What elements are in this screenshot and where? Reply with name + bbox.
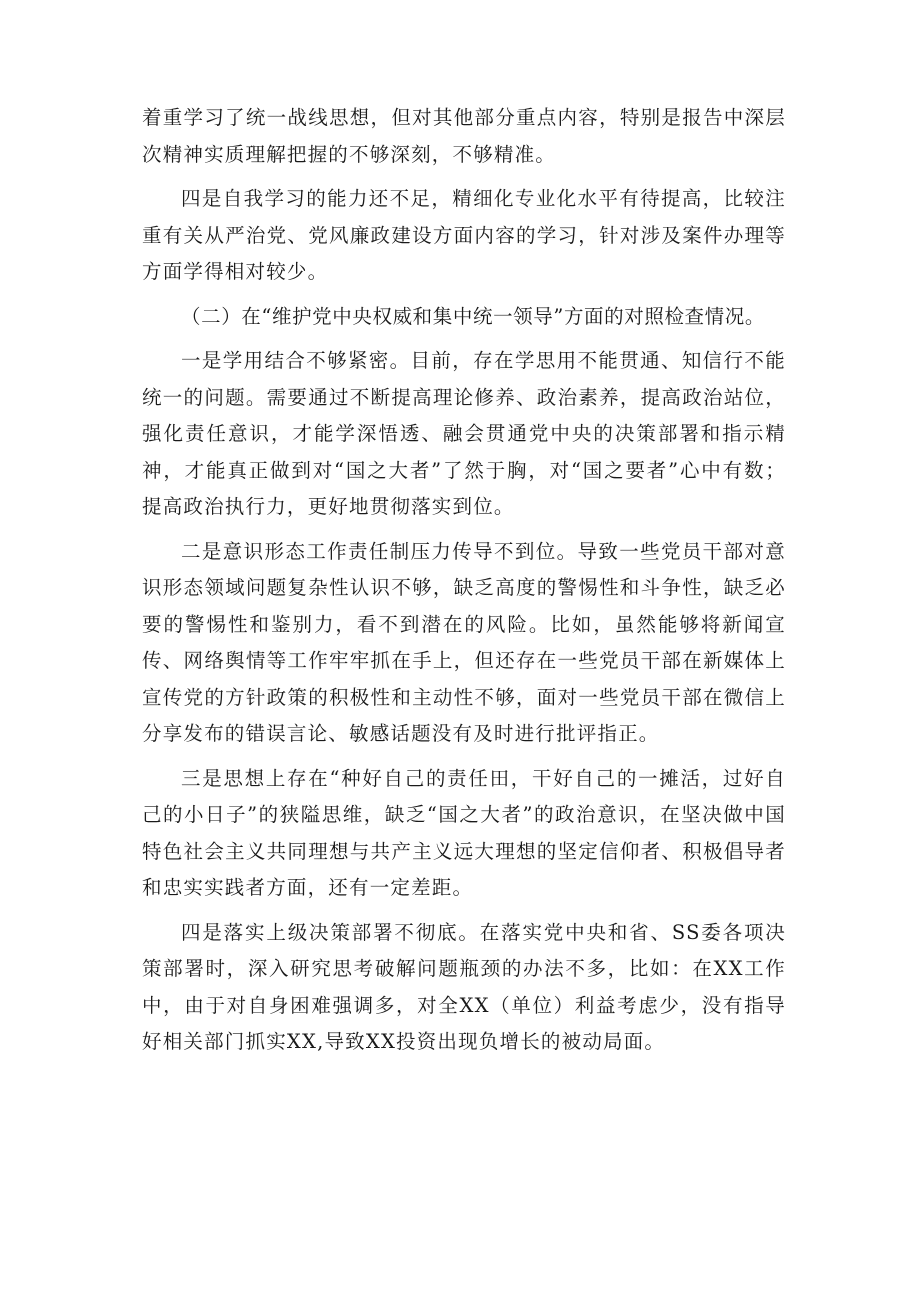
paragraph-4: 二是意识形态工作责任制压力传导不到位。导致一些党员干部对意识形态领域问题复杂性认识不够，缺乏高度的警惕性和斗争性，缺乏必要的警惕性和鉴别力，看不到潜在的风险。比如，虽然能够将新闻宣传、网络舆情等工作牢牢抓在手上，但还存在一些党员干部在新媒体上宣传党的方针政策的积极性和主动性不够，面对一些党员干部在微信上分享发布的错误言论、敏感话题没有及时进行批评指正。 [142, 539, 786, 745]
paragraph-1: 着重学习了统一战线思想，但对其他部分重点内容，特别是报告中深层次精神实质理解把握的不够深刻，不够精准。 [142, 106, 786, 166]
document-body [142, 100, 786, 1061]
paragraph-6: 四是落实上级决策部署不彻底。在落实党中央和省、SS委各项决策部署时，深入研究思考破解问题瓶颈的办法不多，比如：在XX工作中，由于对自身困难强调多，对全XX（单位）利益考虑少，没有指导好相关部门抓实XX,导致XX投资出现负增长的被动局面。 [142, 920, 786, 1053]
paragraph-5: 三是思想上存在“种好自己的责任田，干好自己的一摊活，过好自己的小日子”的狭隘思维，缺乏“国之大者”的政治意识，在坚决做中国特色社会主义共同理想与共产主义远大理想的坚定信仰者、积极倡导者和忠实实践者方面，还有一定差距。 [142, 766, 786, 899]
paragraph-2: 四是自我学习的能力还不足，精细化专业化水平有待提高，比较注重有关从严治党、党风廉政建设方面内容的学习，针对涉及案件办理等方面学得相对较少。 [142, 187, 786, 283]
paragraph-3: 一是学用结合不够紧密。目前，存在学思用不能贯通、知信行不能统一的问题。需要通过不断提高理论修养、政治素养，提高政治站位，强化责任意识，才能学深悟透、融会贯通党中央的决策部署和指示精神，才能真正做到对“国之大者”了然于胸，对“国之要者”心中有数；提高政治执行力，更好地贯彻落实到位。 [142, 349, 786, 518]
section-heading-2: （二）在“维护党中央权威和集中统一领导”方面的对照检查情况。 [181, 304, 765, 328]
